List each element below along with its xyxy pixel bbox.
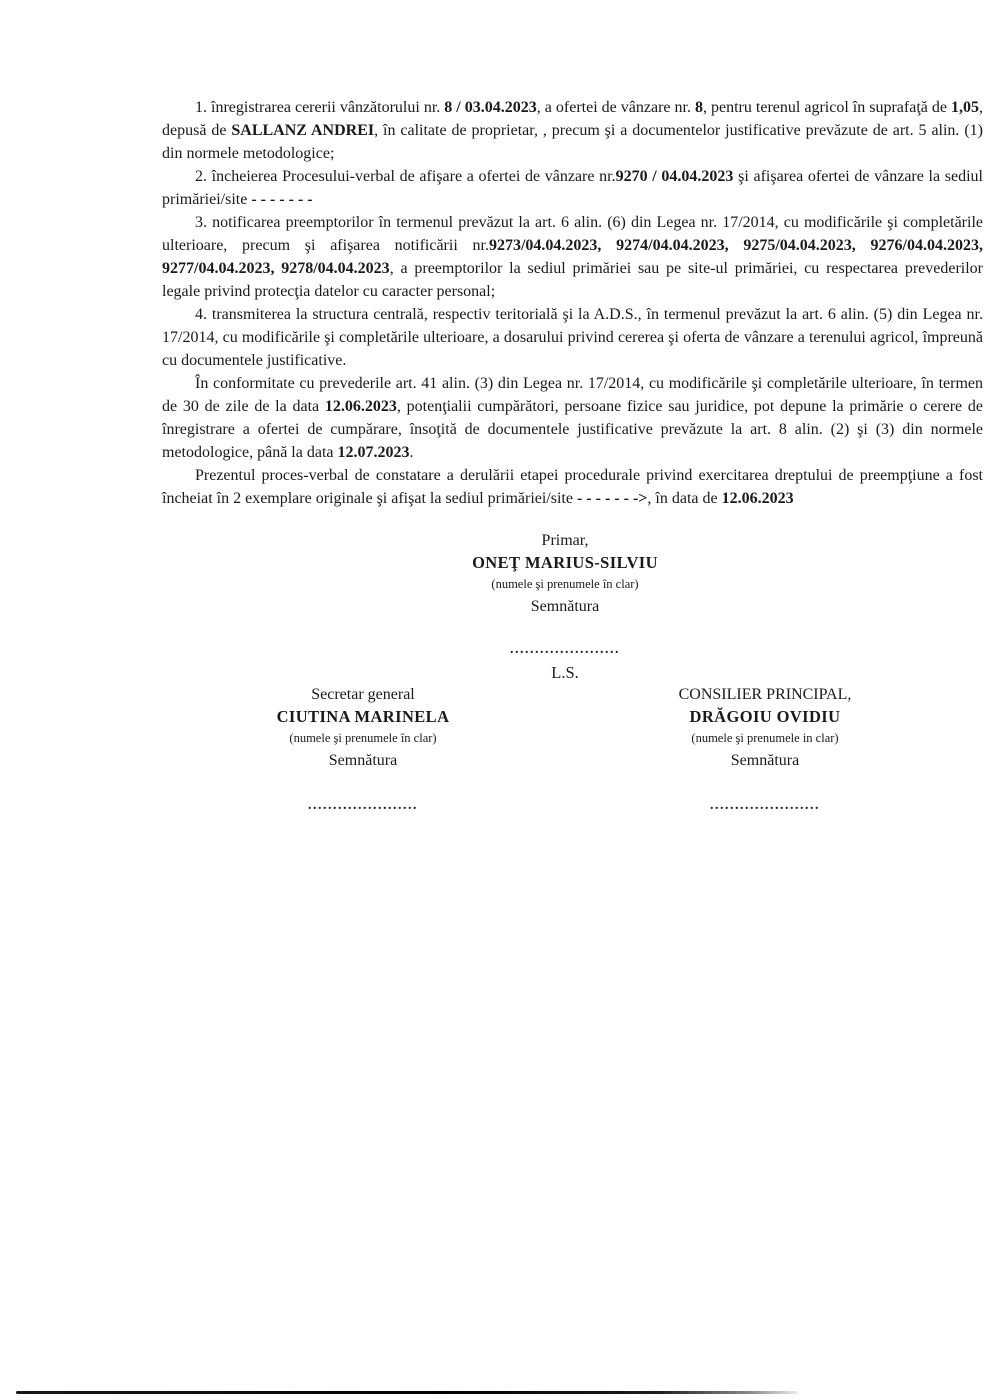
text-run: SALLANZ ANDREI [231, 122, 375, 139]
text-run: 12.06.2023 [721, 490, 794, 507]
text-run: . [409, 444, 414, 461]
signature-name: CIUTINA MARINELA [276, 707, 450, 726]
text-run: Prezentul proces-verbal de constatare a derulării etapei procedurale privind exercitarea dreptului de preempţiune a fost încheiat în 2 exemplare originale şi afişat la sediul primăriei/site [162, 467, 983, 507]
text-run: - - - - - - -> [576, 490, 648, 507]
signature-dotted-line: ...................... [308, 798, 418, 813]
signature-role: Secretar general [311, 686, 415, 703]
scan-artifact-line [16, 1391, 798, 1394]
paragraph [162, 372, 983, 464]
text-run: 9273/04.04.2023, 9274/04.04.2023, 9275/04.04.2023, 9276/04.04.2023, 9277/04.04.2023, 9278/04.04.2023 [162, 237, 983, 277]
text-run: , depusă de [162, 99, 983, 139]
signature-note: (numele şi prenumele in clar) [691, 731, 839, 745]
signature-note: (numele şi prenumele în clar) [289, 731, 437, 745]
text-run: , a ofertei de vânzare nr. [536, 99, 695, 116]
paragraph [162, 464, 983, 510]
signature-dotted-line: ...................... [710, 798, 820, 813]
text-run: 1. înregistrarea cererii vânzătorului nr. [195, 99, 445, 116]
text-run: 2. încheierea Procesului-verbal de afişare a ofertei de vânzare nr. [195, 168, 616, 185]
text-run: 9270 / 04.04.2023 [615, 168, 734, 185]
text-run: 1,05 [951, 99, 979, 116]
signature-role: Primar, [541, 532, 589, 549]
paragraph [162, 165, 983, 211]
text-run: , a preemptorilor la sediul primăriei sau pe site-ul primăriei, cu respectarea prevederilor legale privind protecţia datelor cu caracter personal; [162, 260, 983, 300]
signature-label: Semnătura [530, 598, 600, 615]
signature-block-consilier [645, 684, 885, 814]
text-run: 4. transmiterea la structura centrală, respectiv teritorială şi la A.D.S., în termenul prevăzut la art. 6 alin. (5) din Legea nr. 17/2014, cu modificările şi completările ulterioare, a dosarului privind cererea şi oferta de vânzare a terenului agricol, împreună cu documentele justificative. [162, 306, 983, 369]
text-run: 8 / 03.04.2023 [444, 99, 537, 116]
signature-dotted-line: ...................... [510, 642, 620, 657]
signature-note: (numele şi prenumele în clar) [491, 577, 639, 591]
signature-label: Semnătura [730, 752, 800, 769]
signature-role: CONSILIER PRINCIPAL, [678, 686, 852, 703]
signature-name: ONEŢ MARIUS-SILVIU [472, 553, 658, 572]
text-run: 8 [695, 99, 703, 116]
paragraph [162, 211, 983, 303]
paragraph [162, 303, 983, 372]
text-run: 12.06.2023 [324, 398, 397, 415]
signature-block-primar [375, 530, 755, 684]
text-run: şi afişarea ofertei de vânzare la sediul primăriei/site [162, 168, 983, 208]
paragraph [162, 96, 983, 165]
text-run: 12.07.2023 [337, 444, 410, 461]
signature-block-secretar [248, 684, 478, 814]
signature-label: Semnătura [328, 752, 398, 769]
signature-name: DRĂGOIU OVIDIU [689, 707, 841, 726]
text-run: , în data de [647, 490, 722, 507]
text-run: , în calitate de proprietar, , precum şi a documentelor justificative prevăzute de art. 5 alin. (1) din normele metodologice; [162, 122, 984, 162]
text-run: , pentru terenul agricol în suprafaţă de [703, 99, 951, 116]
ls-stamp-label: L.S. [551, 663, 579, 682]
text-run: 3. notificarea preemptorilor în termenul prevăzut la art. 6 alin. (6) din Legea nr. 17/2014, cu modificările şi completările ulterioare, precum şi afişarea notificării nr. [162, 214, 983, 254]
text-run: - - - - - - - [251, 191, 313, 208]
text-run: În conformitate cu prevederile art. 41 alin. (3) din Legea nr. 17/2014, cu modificările şi completările ulterioare, în termen de 30 de zile de la data [162, 375, 983, 415]
text-run: , potenţialii cumpărători, persoane fizice sau juridice, pot depune la primărie o cerere de înregistrare a ofertei de cumpărare, însoţită de documentele justificative prevăzute la art. 8 alin. (2) şi (3) din normele metodologice, până la data [162, 398, 984, 461]
document-body [162, 96, 983, 510]
